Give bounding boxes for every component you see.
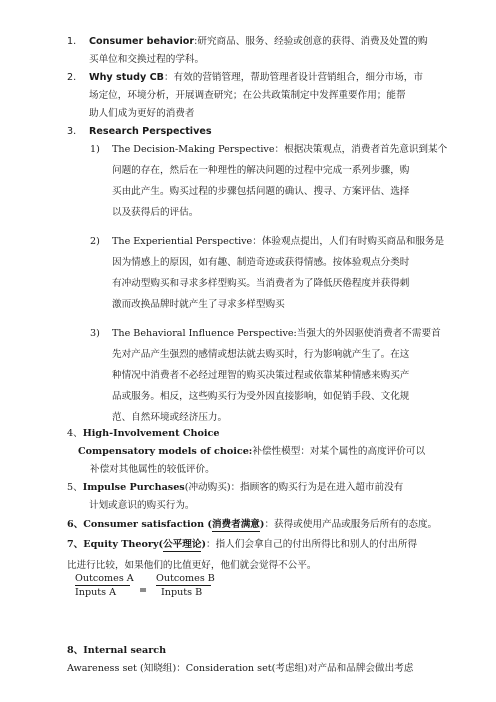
item-impulse-purchases — [67, 479, 403, 515]
item-text: 有效的营销管理，帮助管理者设计营销组合，细分市场，市 — [173, 72, 423, 83]
item-why-study-cb — [67, 69, 423, 123]
perspective-text: 当强大的外因驱使消费者不需要首 — [296, 328, 441, 339]
sub-number: 3) — [90, 328, 100, 339]
item-number: 4、 — [67, 428, 83, 439]
colon: : — [194, 36, 198, 47]
equals-sign: = — [139, 585, 148, 596]
item-heading: High-Involvement Choice — [82, 428, 220, 439]
item-number: 8、 — [67, 645, 84, 656]
outcomes-a: Outcomes A — [75, 573, 134, 584]
item-text: 比进行比较，如果他们的比值更好，他们就会觉得不公平。 — [67, 560, 317, 571]
item-number: 6、 — [67, 519, 84, 530]
perspective-text: 体验观点提出，人们有时购买商品和服务是 — [261, 236, 445, 247]
item-text: 研究商品、服务、经验或创意的获得、消费及处置的购 — [197, 36, 428, 47]
separator: : — [293, 328, 297, 339]
perspective-title: The Behavioral Influence Perspective — [112, 328, 294, 339]
item-text: ：指人们会拿自己的付出所得比和别人的付出所得 — [205, 539, 418, 550]
item-heading: Consumer behavior — [89, 36, 195, 47]
perspective-text: 因为情感上的原因，如有趣、制造奇迹或获得情感。按体验观点分类时 — [112, 257, 410, 268]
perspective-text: 根据决策观点，消费者首先意识到某个 — [284, 144, 448, 155]
item-text: Awareness set (知晓组)：Consideration set(考虑组)对产品和品牌会做出考虑 — [67, 663, 414, 674]
item-heading: Impulse Purchases — [82, 482, 185, 493]
sub-text: 补偿对其他属性的较低评价。 — [90, 464, 215, 475]
item-high-involvement-choice — [67, 425, 219, 443]
fraction-bar-b — [156, 585, 211, 586]
item-number: 7、 — [67, 539, 84, 550]
perspective-decision-making — [90, 139, 447, 223]
perspective-text: 以及获得后的评估。 — [112, 207, 199, 218]
perspective-experiential — [90, 231, 444, 315]
perspective-text: 范、自然环境或经济压力。 — [112, 412, 228, 423]
colon: ： — [163, 72, 174, 83]
inputs-b: Inputs B — [161, 587, 203, 598]
perspective-text: 先对产品产生强烈的感情或想法就去购买时，行为影响就产生了。在这 — [112, 349, 410, 360]
item-number: 2. — [67, 72, 77, 83]
item-text: 助人们成为更好的消费者 — [89, 108, 195, 119]
item-heading: Consumer satisfaction ( — [83, 519, 212, 530]
sub-heading: Compensatory models of choice: — [78, 446, 253, 457]
perspective-text: 有冲动型购买和寻求多样型购买。当消费者为了降低厌倦程度并获得刺 — [112, 278, 410, 289]
separator: ： — [274, 144, 285, 155]
fraction-bar-a — [75, 585, 130, 586]
item-text: ：指顾客的购买行为是在进入超市前没有 — [230, 482, 404, 493]
perspective-title: The Experiential Perspective — [112, 236, 253, 247]
perspective-text: 品或服务。相反，这些购买行为受外因直接影响，如促销手段、文化规 — [112, 391, 410, 402]
item-heading: Research Perspectives — [89, 126, 212, 137]
inputs-a: Inputs A — [75, 587, 117, 598]
perspective-text: 激而改换品牌时就产生了寻求多样型购买 — [112, 299, 285, 310]
outcomes-b: Outcomes B — [156, 573, 215, 584]
item-heading-cn: 公平理论 — [163, 539, 202, 550]
paren-close: ) — [259, 519, 265, 530]
item-heading: Why study CB — [89, 72, 164, 83]
perspective-text: 种情况中消费者不必经过理智的购买决策过程或依靠某种情感来购买产 — [112, 370, 410, 381]
perspective-behavioral-influence — [90, 323, 441, 428]
compensatory-models — [78, 443, 425, 479]
item-text: 买单位和交换过程的学科。 — [89, 54, 205, 65]
item-internal-search — [67, 642, 413, 678]
item-consumer-behavior — [67, 33, 428, 69]
separator: ： — [252, 236, 262, 247]
item-text: 场定位，环境分析，开展调查研究；在公共政策制定中发挥重要作用；能帮 — [89, 90, 406, 101]
perspective-text: 买由此产生。购买过程的步骤包括问题的确认、搜寻、方案评估、选择 — [112, 186, 410, 197]
item-number: 5、 — [67, 482, 83, 493]
item-paren: (冲动购买) — [184, 482, 231, 493]
item-heading: Internal search — [83, 645, 167, 656]
item-number: 3. — [67, 126, 77, 137]
paren-close: ) — [201, 539, 206, 550]
sub-number: 1) — [90, 144, 100, 155]
sub-number: 2) — [90, 236, 100, 247]
item-heading-cn: 消费者满意 — [211, 519, 260, 530]
item-equity-theory — [67, 534, 417, 576]
perspective-text: 问题的存在，然后在一种理性的解决问题的过程中完成一系列步骤，购 — [112, 165, 410, 176]
item-text: ：获得或使用产品或服务后所有的态度。 — [264, 519, 438, 530]
perspective-title: The Decision-Making Perspective — [112, 144, 275, 155]
item-consumer-satisfaction — [67, 516, 437, 534]
item-text: 计划或意识的购买行为。 — [89, 500, 195, 511]
item-number: 1. — [67, 36, 77, 47]
sub-text: 补偿性模型：对某个属性的高度评价可以 — [252, 446, 426, 457]
item-heading: Equity Theory( — [83, 539, 164, 550]
